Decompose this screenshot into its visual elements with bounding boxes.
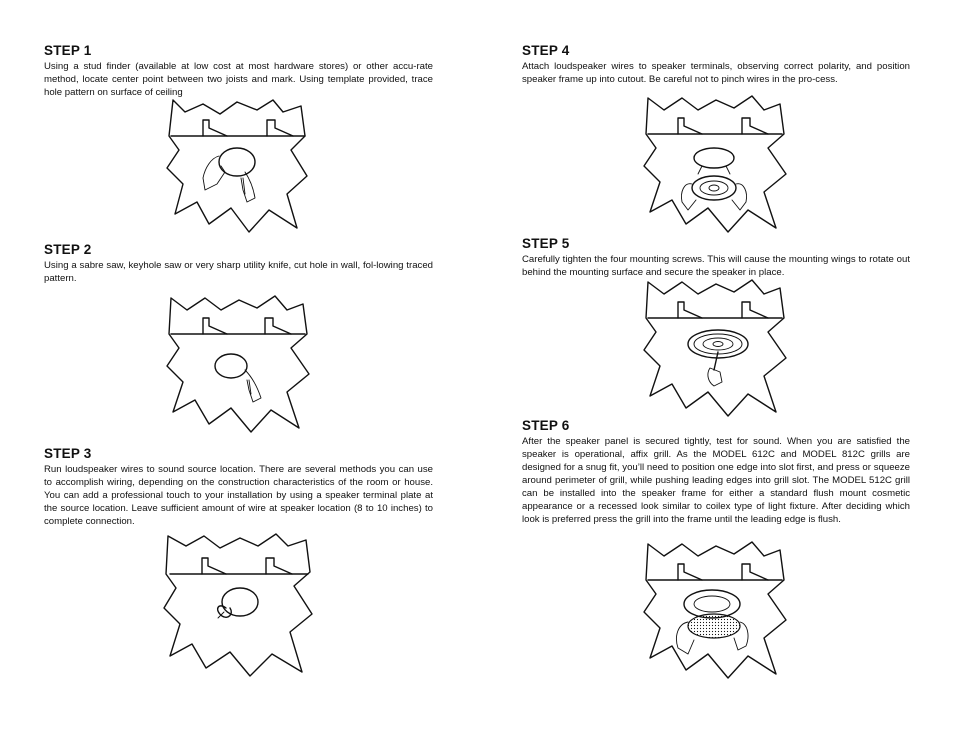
fitting-grill-icon [642,540,792,680]
step-1-text: Using a stud finder (available at low cost at most hardware stores) or other accu-rate method, locate center point between two joists and mark. Using template provided, trace hole pattern on surface of ceiling [44,61,433,98]
step-6-illustration [642,540,792,680]
step-5-title: STEP 5 [522,236,570,251]
step-1 [44,43,433,99]
speaker-into-cutout-icon [642,94,792,234]
tightening-screws-icon [642,278,792,418]
step-4-title: STEP 4 [522,43,570,58]
step-3 [44,446,433,528]
step-5-text: Carefully tighten the four mounting screws. This will cause the mounting wings to rotate out behind the mounting surface and secure the speaker in place. [522,254,910,278]
step-4-illustration [642,94,792,234]
cutting-hole-icon [165,294,315,434]
step-4-text: Attach loudspeaker wires to speaker terminals, observing correct polarity, and position speaker frame up into cutout. Be careful not to pinch wires in the pro-cess. [522,61,910,85]
hand-tracing-template-icon [165,98,315,234]
step-2-illustration [165,294,315,434]
step-1-title: STEP 1 [44,43,92,58]
step-4 [522,43,910,86]
step-6-text: After the speaker panel is secured tightly, test for sound. When you are satisfied the speaker is operational, affix grill. As the MODEL 612C and MODEL 812C grills are designed for a snug fit, you’ll need to position one edge into slot first, and press or squeeze around perimeter of grill, while pushing leading edges into grill slot. The MODEL 512C grill can be installed into the speaker frame for either a standard flush mount cosmetic appearance or a recessed look similar to coilex type of light fixture. After deciding which look is preferred press the grill into the frame until the leading edge is flush. [522,436,910,525]
step-5-illustration [642,278,792,418]
step-2 [44,242,433,285]
wire-through-hole-icon [162,532,318,678]
step-3-text: Run loudspeaker wires to sound source location. There are several methods you can use to accomplish wiring, depending on the construction characteristics of the room or house. You can add a professional touch to your installation by using a speaker terminal plate at the source location. Leave sufficient amount of wire at speaker location (8 to 10 inches) to complete connection. [44,464,433,527]
step-3-title: STEP 3 [44,446,92,461]
step-2-text: Using a sabre saw, keyhole saw or very sharp utility knife, cut hole in wall, fol-lowing traced pattern. [44,260,433,284]
step-1-illustration [165,98,315,234]
step-6-title: STEP 6 [522,418,570,433]
step-6 [522,418,910,526]
step-5 [522,236,910,279]
step-3-illustration [162,532,318,678]
step-2-title: STEP 2 [44,242,92,257]
